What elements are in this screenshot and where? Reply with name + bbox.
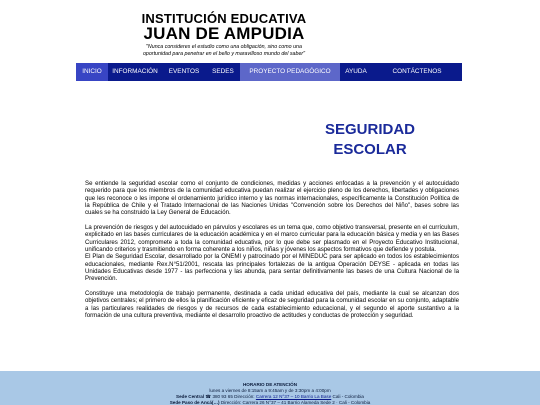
nav-item-contactenos[interactable]: CONTÁCTENOS	[392, 68, 442, 75]
article-body	[85, 180, 459, 326]
institution-title-line1: INSTITUCIÓN EDUCATIVA	[141, 11, 307, 26]
footer-hours: lunes a viernes de 8:15am a 9:45am y de 3:30pm a 4:00pm	[209, 388, 331, 393]
sede-central-address-link[interactable]: Carrera 12 N°37 – 10 Barrio La Base	[255, 394, 332, 399]
paragraph-prevention: La prevención de riesgos y del autocuidado en párvulos y escolares es un tema que, como objetivo transversal, presente en el currículum, explicitado en las bases curriculares de la educación académica y en el marco curricular para la educación básica y media y en las Bases Curriculares 2012, compromete a toda la comunidad educativa, por lo que debe ser plasmado en el Proyecto Educativo Institucional, unificando criterios y trasmitiendo en forma coherente a los niños, niñas y jóvenes los aspectos formativos que defiende y postula.	[85, 223, 459, 253]
nav-item-ayuda[interactable]: AYUDA	[345, 68, 367, 75]
page-title	[270, 120, 470, 160]
sede-central-city: Cali - Colombia	[332, 394, 364, 399]
page-title-line2: ESCOLAR	[333, 141, 407, 158]
nav-item-sedes[interactable]: SEDES	[212, 68, 234, 75]
footer-sede-2	[0, 400, 540, 405]
phone-icon: ☎	[205, 394, 212, 399]
site-header	[0, 0, 540, 62]
sede-central-dir-label: Dirección:	[234, 394, 255, 399]
page-title-line1: SEGURIDAD	[324, 121, 415, 138]
nav-item-informacion[interactable]: INFORMACIÓN	[112, 68, 158, 75]
paragraph-intro: Se entiende la seguridad escolar como el conjunto de condiciones, medidas y acciones enfocadas a la prevención y el autocuidado requerido para que los miembros de la comunidad educativa puedan realizar el ejercicio pleno de los derechos, libertades y obligaciones que les reconoce o les impone el ordenamiento jurídico interno y las normas internacionales, específicamente la Constitución Política de la República de Chile y el Tratado Internacional de las Naciones Unidas "Convención sobre los Derechos del Niño", bases sobre las cuales se ha construido la Ley General de Educación.	[85, 180, 459, 217]
site-footer	[0, 371, 540, 405]
institution-motto: "Nunca consideres el estudio como una obligación, sino como una oportunidad para penetrar en el bello y maravilloso mundo del saber"	[142, 44, 306, 57]
nav-item-proyecto-pedagogico[interactable]: PROYECTO PEDAGÓGICO	[240, 63, 340, 81]
nav-item-inicio[interactable]: INICIO	[76, 63, 108, 81]
sede-2-text: Dirección: Carrera 26 N°37 – 41 Barrio Alameda Sede 2 · Cali - Colombia	[220, 400, 371, 405]
main-nav	[76, 63, 462, 81]
nav-item-eventos[interactable]: EVENTOS	[168, 68, 200, 75]
sede-central-phone: 380 93 65	[212, 394, 233, 399]
footer-title: HORARIO DE ATENCIÓN	[242, 382, 298, 387]
sede-central-label: Sede Central	[176, 394, 205, 399]
paragraph-methodology: Constituye una metodología de trabajo permanente, destinada a cada unidad educativa del país, mediante la cual se alcanzan dos objetivos centrales; el primero de ellos la planificación eficiente y eficaz de seguridad para la comunidad escolar en su conjunto, adaptable a las particulares realidades de riesgos y de recursos de cada establecimiento educacional, y el segundo el aporte sustantivo a la formación de una cultura preventiva, mediante el desarrollo proactivo de actitudes y conductas de protección y seguridad.	[85, 289, 459, 319]
institution-title-line2: JUAN DE AMPUDIA	[143, 24, 305, 43]
sede-2-label: Sede Paso de Ancá(…)	[169, 400, 220, 405]
paragraph-plan: El Plan de Seguridad Escolar, desarrollado por la ONEMI y patrocinado por el MINEDUC para ser aplicado en todos los establecimientos educacionales, mediante Rex.N°51/2001, rescata las principales fortalezas de la antigua Operación DEYSE - aplicada en todas las Unidades Educativas desde 1977 - las perfecciona y las abunda, para sentar definitivamente las bases de una Cultura Nacional de la Prevención.	[85, 253, 459, 283]
